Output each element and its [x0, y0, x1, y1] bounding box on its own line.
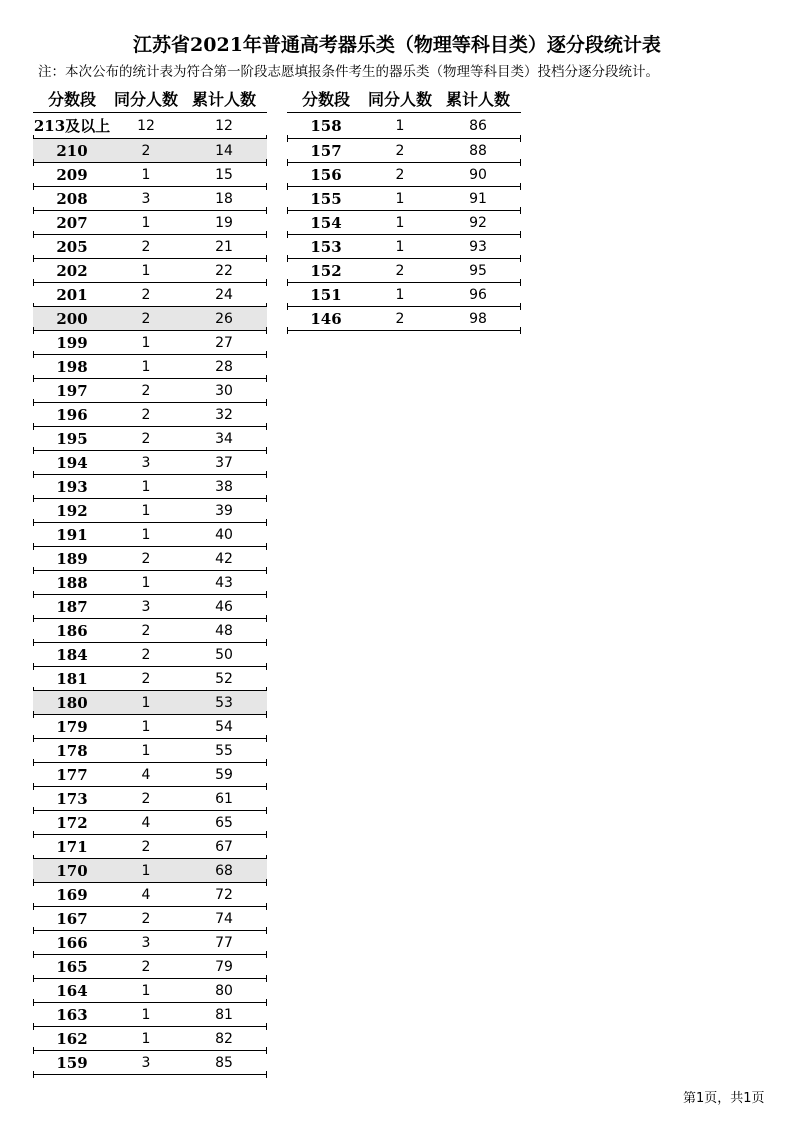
table-row: [33, 259, 267, 283]
table-body: [287, 113, 521, 331]
table-row: [33, 1027, 267, 1051]
same-count-cell: 1: [141, 574, 151, 591]
score-cell: 210: [56, 141, 88, 160]
table-row: [33, 859, 267, 883]
score-cell: 195: [56, 429, 88, 448]
same-count-cell: 2: [395, 166, 405, 183]
same-count-cell: 1: [141, 502, 151, 519]
same-count-cell: 2: [141, 382, 151, 399]
cumulative-count-cell: 46: [215, 598, 233, 615]
same-count-cell: 2: [141, 838, 151, 855]
table-row: [33, 113, 267, 139]
cumulative-count-cell: 12: [215, 117, 233, 134]
cumulative-count-cell: 81: [215, 1006, 233, 1023]
cumulative-count-cell: 65: [215, 814, 233, 831]
score-cell: 194: [56, 453, 88, 472]
same-count-cell: 1: [141, 982, 151, 999]
cumulative-count-cell: 80: [215, 982, 233, 999]
cumulative-count-cell: 24: [215, 286, 233, 303]
same-count-cell: 2: [395, 310, 405, 327]
score-cell: 197: [56, 381, 88, 400]
same-count-cell: 2: [141, 958, 151, 975]
cumulative-count-cell: 22: [215, 262, 233, 279]
same-count-cell: 3: [141, 190, 151, 207]
same-count-cell: 4: [141, 814, 151, 831]
score-cell: 153: [310, 237, 342, 256]
score-cell: 186: [56, 621, 88, 640]
cumulative-count-cell: 26: [215, 310, 233, 327]
table-row: [33, 643, 267, 667]
table-row: [33, 499, 267, 523]
cumulative-count-cell: 90: [469, 166, 487, 183]
table-row: [33, 187, 267, 211]
score-cell: 172: [56, 813, 88, 832]
table-row: [33, 595, 267, 619]
score-cell: 201: [56, 285, 88, 304]
cumulative-count-cell: 52: [215, 670, 233, 687]
score-cell: 178: [56, 741, 88, 760]
table-row: [33, 163, 267, 187]
cumulative-count-cell: 54: [215, 718, 233, 735]
cumulative-count-cell: 30: [215, 382, 233, 399]
score-cell: 166: [56, 933, 88, 952]
score-cell: 205: [56, 237, 88, 256]
table-row: [287, 187, 521, 211]
table-row: [33, 403, 267, 427]
same-count-cell: 2: [141, 910, 151, 927]
score-cell: 202: [56, 261, 88, 280]
score-table-right: [287, 84, 521, 331]
table-row: [33, 283, 267, 307]
same-count-cell: 1: [141, 862, 151, 879]
score-cell: 207: [56, 213, 88, 232]
page-footer: 第1页，共1页: [683, 1091, 765, 1106]
same-count-cell: 2: [141, 406, 151, 423]
cumulative-count-cell: 74: [215, 910, 233, 927]
table-row: [33, 667, 267, 691]
table-row: [287, 259, 521, 283]
table-row: [33, 211, 267, 235]
cumulative-count-cell: 18: [215, 190, 233, 207]
cumulative-count-cell: 79: [215, 958, 233, 975]
same-count-cell: 1: [395, 286, 405, 303]
table-row: [287, 163, 521, 187]
score-cell: 193: [56, 477, 88, 496]
same-count-cell: 1: [141, 742, 151, 759]
same-count-cell: 2: [141, 790, 151, 807]
same-count-cell: 2: [395, 142, 405, 159]
table-header: [287, 84, 521, 113]
same-count-cell: 1: [395, 214, 405, 231]
cumulative-count-cell: 50: [215, 646, 233, 663]
table-row: [33, 331, 267, 355]
cumulative-count-cell: 98: [469, 310, 487, 327]
score-table-left: [33, 84, 267, 1075]
table-body: [33, 113, 267, 1075]
cumulative-count-cell: 37: [215, 454, 233, 471]
score-cell: 180: [56, 693, 88, 712]
cumulative-count-cell: 96: [469, 286, 487, 303]
score-cell: 177: [56, 765, 88, 784]
same-count-cell: 2: [141, 142, 151, 159]
score-cell: 192: [56, 501, 88, 520]
cumulative-count-cell: 82: [215, 1030, 233, 1047]
table-row: [287, 307, 521, 331]
table-row: [33, 811, 267, 835]
score-cell: 159: [56, 1053, 88, 1072]
table-row: [33, 1051, 267, 1075]
score-cell: 158: [310, 116, 342, 135]
cumulative-count-cell: 40: [215, 526, 233, 543]
cumulative-count-cell: 68: [215, 862, 233, 879]
same-count-cell: 1: [141, 334, 151, 351]
table-row: [33, 475, 267, 499]
cumulative-count-cell: 43: [215, 574, 233, 591]
cumulative-count-cell: 91: [469, 190, 487, 207]
same-count-cell: 2: [141, 622, 151, 639]
same-count-cell: 2: [141, 550, 151, 567]
table-row: [33, 715, 267, 739]
cumulative-count-cell: 95: [469, 262, 487, 279]
same-count-cell: 2: [141, 310, 151, 327]
table-row: [33, 547, 267, 571]
score-cell: 200: [56, 309, 88, 328]
table-row: [33, 379, 267, 403]
table-row: [33, 235, 267, 259]
score-cell: 171: [56, 837, 88, 856]
same-count-cell: 2: [141, 430, 151, 447]
score-cell: 213及以上: [33, 117, 111, 135]
table-row: [33, 835, 267, 859]
score-cell: 199: [56, 333, 88, 352]
score-cell: 169: [56, 885, 88, 904]
table-row: [287, 283, 521, 307]
same-count-cell: 2: [395, 262, 405, 279]
cumulative-count-cell: 67: [215, 838, 233, 855]
cumulative-count-cell: 28: [215, 358, 233, 375]
cumulative-count-cell: 55: [215, 742, 233, 759]
same-count-cell: 1: [141, 1030, 151, 1047]
cumulative-count-cell: 61: [215, 790, 233, 807]
cumulative-count-cell: 53: [215, 694, 233, 711]
header-score-range: 分数段: [47, 89, 96, 109]
table-row: [287, 113, 521, 139]
cumulative-count-cell: 59: [215, 766, 233, 783]
same-count-cell: 1: [141, 358, 151, 375]
score-cell: 209: [56, 165, 88, 184]
cumulative-count-cell: 92: [469, 214, 487, 231]
cumulative-count-cell: 48: [215, 622, 233, 639]
table-row: [287, 211, 521, 235]
score-cell: 170: [56, 861, 88, 880]
same-count-cell: 1: [141, 478, 151, 495]
cumulative-count-cell: 32: [215, 406, 233, 423]
table-row: [33, 763, 267, 787]
same-count-cell: 2: [141, 286, 151, 303]
score-cell: 173: [56, 789, 88, 808]
page-title: 江苏省2021年普通高考器乐类（物理等科目类）逐分段统计表: [133, 34, 661, 56]
score-cell: 187: [56, 597, 88, 616]
same-count-cell: 3: [141, 598, 151, 615]
same-count-cell: 1: [141, 1006, 151, 1023]
same-count-cell: 1: [141, 526, 151, 543]
score-cell: 157: [310, 141, 342, 160]
score-cell: 191: [56, 525, 88, 544]
table-row: [33, 427, 267, 451]
score-cell: 151: [310, 285, 342, 304]
table-note: 注：本次公布的统计表为符合第一阶段志愿填报条件考生的器乐类（物理等科目类）投档分逐分段统计。: [38, 64, 659, 80]
score-cell: 167: [56, 909, 88, 928]
same-count-cell: 3: [141, 454, 151, 471]
table-row: [33, 139, 267, 163]
header-cumulative-count: 累计人数: [445, 89, 510, 109]
cumulative-count-cell: 15: [215, 166, 233, 183]
score-cell: 155: [310, 189, 342, 208]
score-cell: 196: [56, 405, 88, 424]
score-cell: 181: [56, 669, 88, 688]
cumulative-count-cell: 88: [469, 142, 487, 159]
same-count-cell: 1: [395, 117, 405, 134]
cumulative-count-cell: 38: [215, 478, 233, 495]
table-row: [33, 931, 267, 955]
cumulative-count-cell: 19: [215, 214, 233, 231]
score-cell: 163: [56, 1005, 88, 1024]
score-cell: 162: [56, 1029, 88, 1048]
table-row: [33, 619, 267, 643]
same-count-cell: 1: [141, 262, 151, 279]
table-row: [33, 571, 267, 595]
same-count-cell: 1: [141, 214, 151, 231]
cumulative-count-cell: 93: [469, 238, 487, 255]
table-row: [33, 883, 267, 907]
score-cell: 164: [56, 981, 88, 1000]
cumulative-count-cell: 27: [215, 334, 233, 351]
score-cell: 156: [310, 165, 342, 184]
header-score-range: 分数段: [301, 89, 350, 109]
header-cumulative-count: 累计人数: [191, 89, 256, 109]
same-count-cell: 12: [137, 117, 155, 134]
score-cell: 146: [310, 309, 342, 328]
same-count-cell: 2: [141, 646, 151, 663]
cumulative-count-cell: 34: [215, 430, 233, 447]
cumulative-count-cell: 86: [469, 117, 487, 134]
score-cell: 179: [56, 717, 88, 736]
table-row: [33, 307, 267, 331]
table-row: [33, 451, 267, 475]
table-row: [33, 979, 267, 1003]
score-cell: 208: [56, 189, 88, 208]
score-cell: 189: [56, 549, 88, 568]
same-count-cell: 1: [141, 718, 151, 735]
same-count-cell: 3: [141, 1054, 151, 1071]
table-row: [33, 523, 267, 547]
table-row: [33, 787, 267, 811]
table-header: [33, 84, 267, 113]
score-cell: 165: [56, 957, 88, 976]
score-cell: 154: [310, 213, 342, 232]
same-count-cell: 2: [141, 238, 151, 255]
same-count-cell: 1: [141, 166, 151, 183]
score-cell: 188: [56, 573, 88, 592]
table-row: [33, 907, 267, 931]
cumulative-count-cell: 14: [215, 142, 233, 159]
score-cell: 152: [310, 261, 342, 280]
cumulative-count-cell: 39: [215, 502, 233, 519]
score-cell: 198: [56, 357, 88, 376]
same-count-cell: 2: [141, 670, 151, 687]
table-row: [287, 139, 521, 163]
same-count-cell: 1: [141, 694, 151, 711]
same-count-cell: 3: [141, 934, 151, 951]
cumulative-count-cell: 72: [215, 886, 233, 903]
header-same-count: 同分人数: [113, 89, 178, 109]
table-row: [33, 691, 267, 715]
same-count-cell: 4: [141, 886, 151, 903]
table-row: [33, 739, 267, 763]
cumulative-count-cell: 77: [215, 934, 233, 951]
table-row: [33, 955, 267, 979]
same-count-cell: 1: [395, 190, 405, 207]
same-count-cell: 4: [141, 766, 151, 783]
table-row: [33, 355, 267, 379]
table-row: [33, 1003, 267, 1027]
score-cell: 184: [56, 645, 88, 664]
header-same-count: 同分人数: [367, 89, 432, 109]
cumulative-count-cell: 21: [215, 238, 233, 255]
cumulative-count-cell: 85: [215, 1054, 233, 1071]
same-count-cell: 1: [395, 238, 405, 255]
cumulative-count-cell: 42: [215, 550, 233, 567]
table-row: [287, 235, 521, 259]
